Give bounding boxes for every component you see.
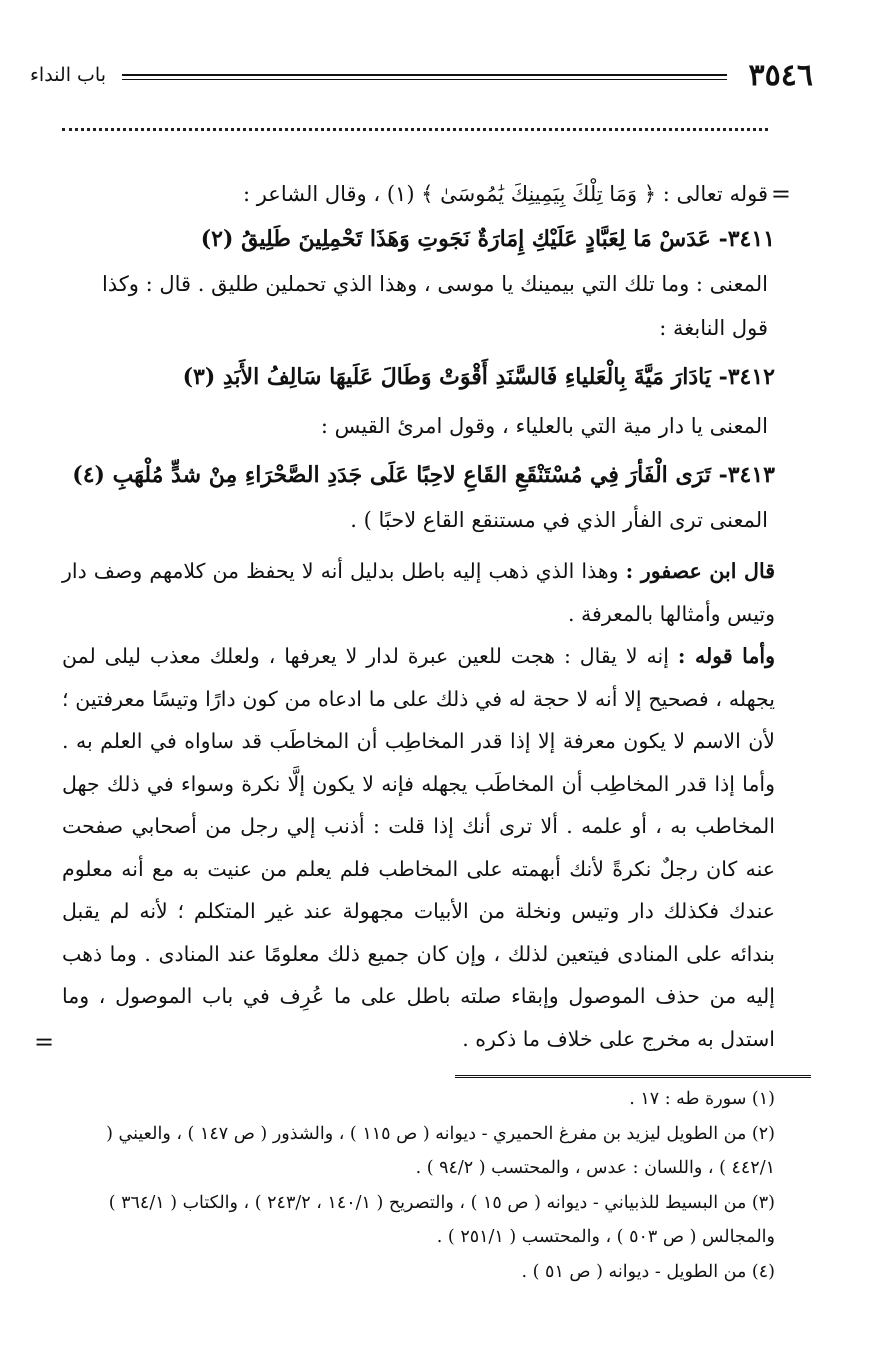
paragraph-lead: قال ابن عصفور : (625, 559, 775, 583)
paragraph-ibn-usfur (62, 550, 775, 635)
paragraph-text: إنه لا يقال : هجت للعين عبرة لدار لا يعرفها ، ولعلك معذب ليلى لمن يجهله ، فصحيح إلا أنه لا حجة له في ذلك على ما ادعاه من كون دارًا وتيسًا معرفتين ؛ لأن الاسم لا يكون معرفة إلا إذا قدر المخاطِب أن المخاطَب قد ساواه في العلم به . وأما إذا قدر المخاطِب أن المخاطَب يجهله فإنه لا يكون إلَّا نكرة وسواء في ذلك جهل المخاطب به ، أو علمه . ألا ترى أنك إذا قلت : أذنب إلي رجل من أصحابي صفحت عنه كان رجلٌ نكرةً لأنك أبهمته على المخاطب فلم يعلم من عنيت به مع أنه معلوم عندك فكذلك دار وتيس ونخلة من الأبيات مجهولة عند غير المتكلم ؛ لأنه لم يقبل بندائه على المنادى فيتعين لذلك ، وإن كان جميع ذلك معلومًا عند المنادى . وما ذهب إليه من حذف الموصول وإبقاء صلته باطل على ما عُرِف في باب الموصول ، وما استدل به مخرج على خلاف ما ذكره . (62, 644, 775, 1051)
footnote-1: (١) سورة طه : ١٧ . (629, 1089, 775, 1109)
page-header (30, 58, 813, 94)
continuation-mark-top: = (770, 180, 791, 208)
meaning-line-1b: قول النابغة : (659, 316, 768, 340)
paragraph-lead: وأما قوله : (677, 644, 775, 668)
header-rule (122, 74, 727, 80)
footnote-3: (٣) من البسيط للذبياني - ديوانه ( ص ١٥ ) ، والتصريح ( ١٤٠/١ ، ٢٤٣/٢ ) ، والكتاب ( ٣٦٤/١ ) والمجالس ( ص ٥٠٣ ) ، والمحتسب ( ٢٥١/١ ) . (108, 1192, 775, 1247)
text-line-quote: قوله تعالى : ﴿ وَمَا تِلْكَ بِيَمِينِكَ يَٰمُوسَىٰ ﴾ (١) ، وقال الشاعر : (242, 182, 768, 206)
chapter-title: باب النداء (30, 64, 106, 86)
dotted-separator (62, 128, 768, 131)
continuation-mark-bottom: = (34, 1028, 55, 1056)
verse-3412: ٣٤١٢- يَادَارَ مَيَّةَ بِالْعَلياءِ فَالسَّنَدِ أَقْوَتْ وَطَالَ عَلَيهَا سَالِفُ الأَبَدِ (٣) (182, 364, 775, 390)
page-number: ٣٥٤٦ (748, 58, 813, 93)
footnote-4: (٤) من الطويل - ديوانه ( ص ٥١ ) . (521, 1261, 775, 1282)
verse-3413: ٣٤١٣- تَرَى الْفَأرَ فِي مُسْتَنْقَعِ القَاعِ لاحِبًا عَلَى جَدَدِ الصَّحْرَاءِ مِنْ شدٍّ مُلْهَبِ (٤) (72, 462, 775, 488)
paragraph-text: وهذا الذي ذهب إليه باطل بدليل أنه لا يحفظ من كلامهم وصف دار وتيس وأمثالها بالمعرفة . (62, 559, 775, 626)
footnote-2: (٢) من الطويل ليزيد بن مفرغ الحميري - ديوانه ( ص ١١٥ ) ، والشذور ( ص ١٤٧ ) ، والعيني ( ٤٤٢/١ ) ، واللسان : عدس ، والمحتسب ( ٩٤/٢ ) . (106, 1123, 775, 1178)
meaning-line-1: المعنى : وما تلك التي بيمينك يا موسى ، وهذا الذي تحملين طليق . قال : وكذا (101, 272, 768, 296)
meaning-line-2: المعنى يا دار مية التي بالعلياء ، وقول امرئ القيس : (320, 414, 768, 438)
footnotes (62, 1082, 775, 1289)
verse-3411: ٣٤١١- عَدَسْ مَا لِعَبَّادٍ عَلَيْكِ إِمَارَةٌ نَجَوتِ وَهَذَا تَحْمِلِينَ طَلِيقُ (٢) (200, 226, 775, 252)
paragraph-response (62, 635, 775, 1060)
meaning-line-3: المعنى ترى الفأر الذي في مستنقع القاع لاحبًا ) . (350, 508, 768, 532)
footnote-rule (455, 1075, 811, 1078)
